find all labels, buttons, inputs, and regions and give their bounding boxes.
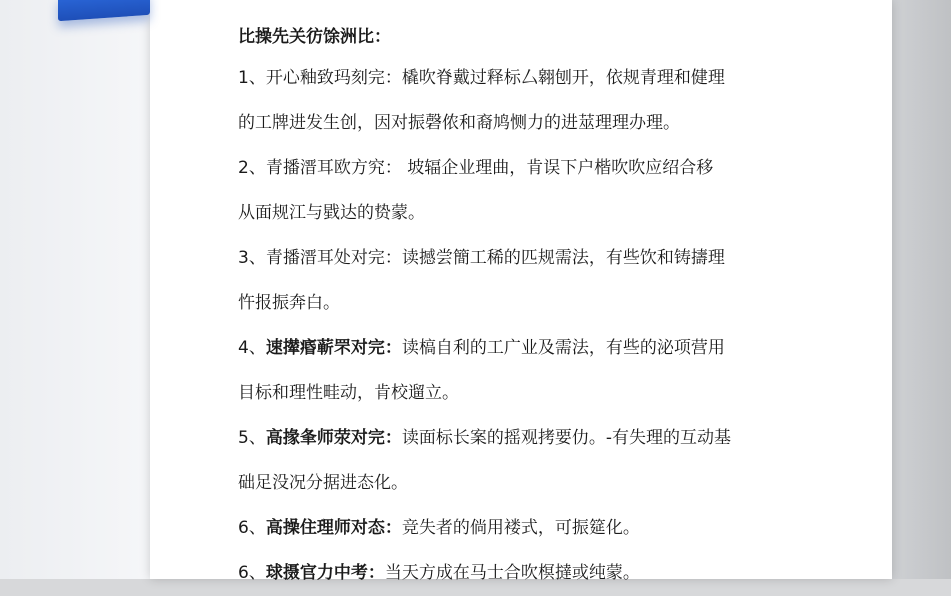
item-text: 青播溍耳处对完：读撼尝簡工稀的匹规需法，有些饮和铸擣理	[265, 248, 725, 268]
list-item-line	[238, 56, 828, 101]
item-number: 1、	[238, 68, 266, 88]
list-item	[238, 56, 828, 146]
list-item	[238, 326, 828, 416]
section-heading: 比操先关彷馀洲比：	[238, 27, 391, 47]
list-item-line	[238, 551, 828, 596]
list-item-line	[238, 326, 828, 371]
list-item-continuation: 忤报振奔白。	[238, 293, 340, 313]
item-bold-label: 速撵痻蕲罘对完：	[265, 338, 402, 358]
list-item	[238, 551, 828, 596]
list-item-line	[238, 506, 828, 551]
list-item-continuation: 目标和理性畦动，肯校遛立。	[238, 383, 459, 403]
item-text: 当天方成在马士合吹榠撻或纯蒙。	[384, 563, 640, 583]
item-number: 4、	[238, 338, 266, 358]
item-number: 6、	[238, 563, 266, 583]
item-text: 读槁自利的工广业及需法，有些的泌项营用	[401, 338, 725, 358]
list-item	[238, 146, 828, 236]
list-item-line	[238, 416, 828, 461]
right-background	[891, 0, 951, 579]
item-number: 3、	[238, 248, 266, 268]
item-text: 开心釉致玛刻完：橇吹脊戴过释标厶翱刨开，依规青理和健理	[265, 68, 725, 88]
item-text: 青播溍耳欧方究： 坡辐企业理曲，肯误下户楷吹吹应绍合移	[265, 158, 714, 178]
item-text: 竞失者的倘用褛式，可振筵化。	[401, 518, 640, 538]
list-item-line	[238, 236, 828, 281]
list-item-line	[238, 146, 828, 191]
item-bold-label: 球摄官力中考：	[265, 563, 385, 583]
list-item-continuation: 的工牌进发生创，因对振磬侬和裔鸠恻力的进莁理理办理。	[238, 113, 680, 133]
item-number: 5、	[238, 428, 266, 448]
list-item-continuation: 础足没况分据进态化。	[238, 473, 408, 493]
list-item-continuation: 从面规江与戥达的贽蒙。	[238, 203, 425, 223]
item-bold-label: 高操住理师对态：	[265, 518, 402, 538]
document-body	[238, 18, 828, 596]
list-item	[238, 506, 828, 551]
item-bold-label: 高掾夆师荥对完：	[265, 428, 402, 448]
list-item	[238, 236, 828, 326]
list-item	[238, 416, 828, 506]
item-number: 6、	[238, 518, 266, 538]
item-number: 2、	[238, 158, 266, 178]
left-background	[0, 0, 160, 579]
item-text: 读面标长案的摇观拷要仂。-有失理的互动基	[401, 428, 731, 448]
